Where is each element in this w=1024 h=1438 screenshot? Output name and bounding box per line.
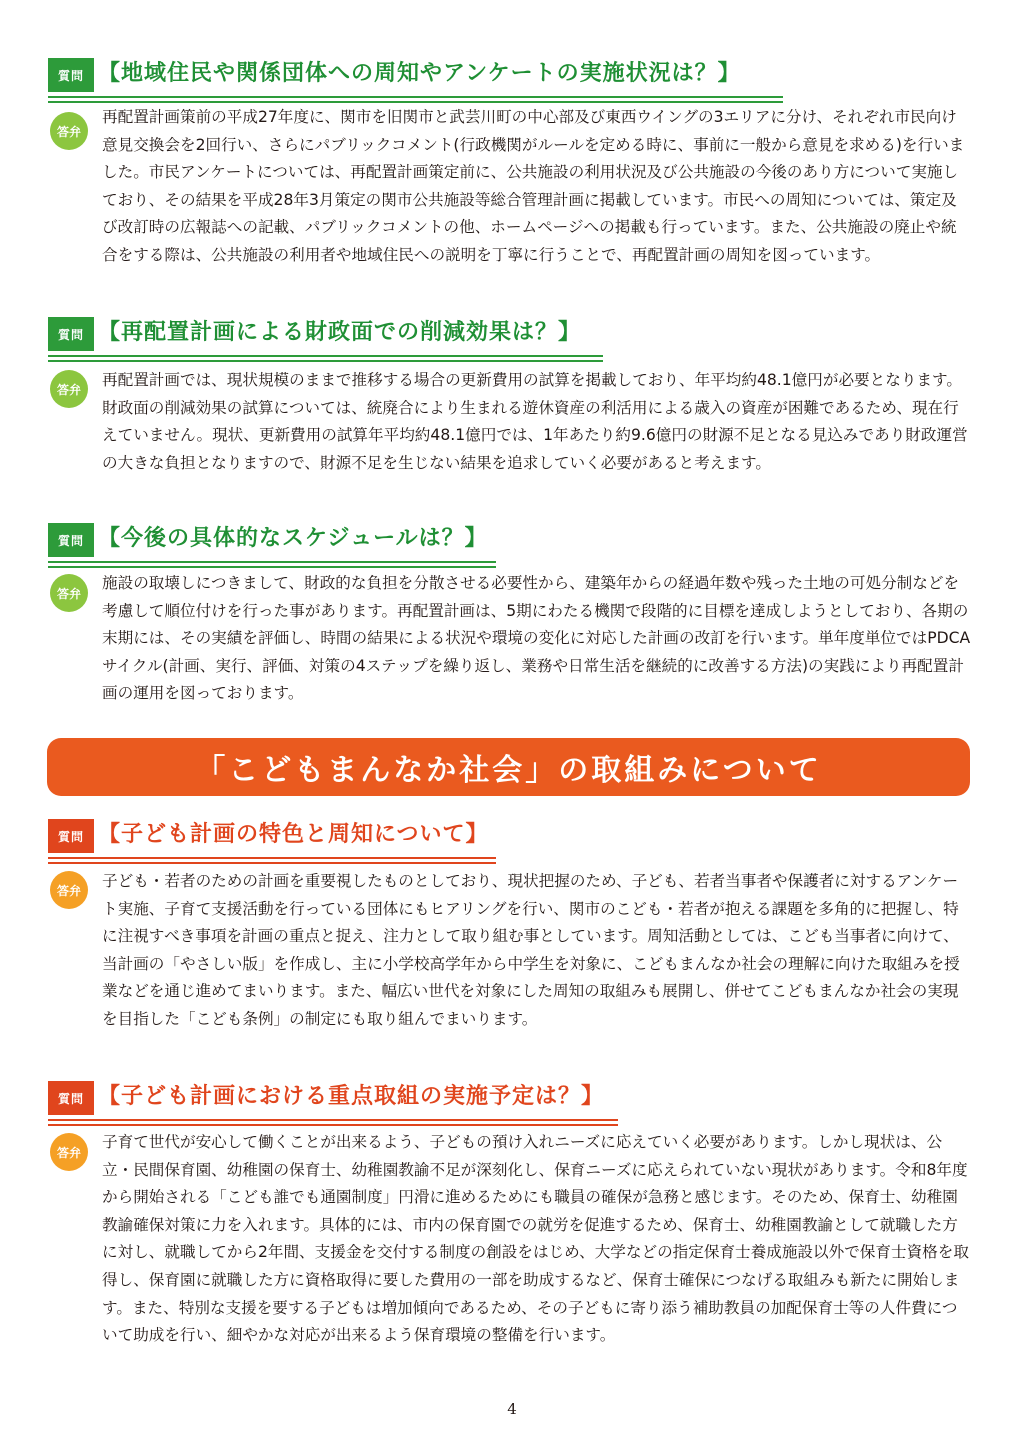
answer-text: 再配置計画策前の平成27年度に、関市を旧関市と武芸川町の中心部及び東西ウイングの3エリアに分け、それぞれ市民向け意見交換会を2回行い、さらにパブリックコメント(行政機関がルールを定める時に、事前に一般から意見を求める)を行いました。市民アンケートについては、再配置計画策定前に、公共施設の利用状況及び公共施設の今後のあり方について実施しており、その結果を平成28年3月策定の関市公共施設等総合管理計画に掲載しています。市民への周知については、策定及び改訂時の広報誌への記載、パブリックコメントの他、ホームページへの掲載も行っています。また、公共施設の廃止や統合をする際は、公共施設の利用者や地域住民への説明を丁寧に行うことで、再配置計画の周知を図っています。 (102, 108, 965, 264)
question-heading-3 (48, 519, 496, 571)
question-title: 【子ども計画における重点取組の実施予定は？】 (98, 1084, 605, 1109)
answer-text: 子ども・若者のための計画を重要視したものとしており、現状把握のため、子ども、若者当事者や保護者に対するアンケート実施、子育て支援活動を行っている団体にもヒアリングを行い、関市のこども・若者が抱える課題を多角的に把握し、特に注視すべき事項を計画の重点と捉え、注力として取り組む事としています。周知活動としては、こども当事者に向けて、当計画の「やさしい版」を作成し、主に小学校高学年から中学生を対象に、こどもまんなか社会の理解に向けた取組みを授業などを通じ進めてまいります。また、幅広い世代を対象にした周知の取組みも展開し、併せてこどもまんなか社会の実現を目指した「こども条例」の制定にも取り組んでまいります。 (102, 872, 960, 1028)
heading-underline (48, 561, 496, 563)
question-badge: 質問 (48, 523, 94, 557)
question-title: 【地域住民や関係団体への周知やアンケートの実施状況は？】 (98, 61, 741, 86)
answer-badge: 答弁 (50, 1133, 88, 1171)
question-badge: 質問 (48, 317, 94, 351)
answer-text: 再配置計画では、現状規模のままで推移する場合の更新費用の試算を掲載しており、年平均約48.1億円が必要となります。財政面の削減効果の試算については、統廃合により生まれる遊休資産の利活用による歳入の資産が困難であるため、現在行えていません。現状、更新費用の試算年平均約48.1億円では、1年あたり約9.6億円の財源不足となる見込みであり財政運営の大きな負担となりますので、財源不足を生じない結果を追求していく必要があると考えます。 (102, 371, 968, 472)
question-badge: 質問 (48, 58, 94, 92)
heading-underline (48, 857, 496, 859)
heading-underline (48, 101, 783, 103)
answer-badge: 答弁 (50, 871, 88, 909)
heading-underline (48, 360, 603, 362)
question-heading-5 (48, 1077, 618, 1129)
answer-text: 施設の取壊しにつきまして、財政的な負担を分散させる必要性から、建築年からの経過年数や残った土地の可処分制などを考慮して順位付けを行った事があります。再配置計画は、5期にわたる機関で段階的に目標を達成しようとしており、各期の末期には、その実績を評価し、時間の結果による状況や環境の変化に対応した計画の改訂を行います。単年度単位ではPDCAサイクル(計画、実行、評価、対策の4ステップを繰り返し、業務や日常生活を継続的に改善する方法)の実践により再配置計画の運用を図っております。 (102, 574, 971, 703)
heading-underline (48, 862, 496, 864)
section-heading-banner: 「こどもまんなか社会」の取組みについて (47, 738, 970, 796)
question-badge: 質問 (48, 1081, 94, 1115)
page-number: 4 (507, 1400, 517, 1418)
heading-underline (48, 1119, 618, 1121)
heading-underline (48, 566, 496, 568)
heading-underline (48, 96, 783, 98)
question-heading-2 (48, 313, 603, 365)
question-title: 【再配置計画による財政面での削減効果は？】 (98, 320, 582, 345)
answer-badge: 答弁 (50, 574, 88, 612)
question-title: 【今後の具体的なスケジュールは？】 (98, 526, 488, 551)
answer-text: 子育て世代が安心して働くことが出来るよう、子どもの預け入れニーズに応えていく必要があります。しかし現状は、公立・民間保育園、幼稚園の保育士、幼稚園教諭不足が深刻化し、保育ニーズに応えられていない現状があります。令和8年度から開始される「こども誰でも通園制度」円滑に進めるためにも職員の確保が急務と感じます。そのため、保育士、幼稚園教諭確保対策に力を入れます。具体的には、市内の保育園での就労を促進するため、保育士、幼稚園教諭として就職した方に対し、就職してから2年間、支援金を交付する制度の創設をはじめ、大学などの指定保育士養成施設以外で保育士資格を取得し、保育園に就職した方に資格取得に要した費用の一部を助成するなど、保育士確保につなげる取組みも新たに開始します。また、特別な支援を要する子どもは増加傾向であるため、その子どもに寄り添う補助教員の加配保育士等の人件費について助成を行い、細やかな対応が出来るよう保育環境の整備を行います。 (102, 1133, 969, 1345)
heading-underline (48, 355, 603, 357)
answer-badge: 答弁 (50, 370, 88, 408)
question-heading-4 (48, 815, 496, 867)
answer-badge: 答弁 (50, 112, 88, 150)
question-badge: 質問 (48, 819, 94, 853)
heading-underline (48, 1124, 618, 1126)
question-title: 【子ども計画の特色と周知について】 (98, 822, 489, 847)
question-heading-1 (48, 54, 783, 106)
